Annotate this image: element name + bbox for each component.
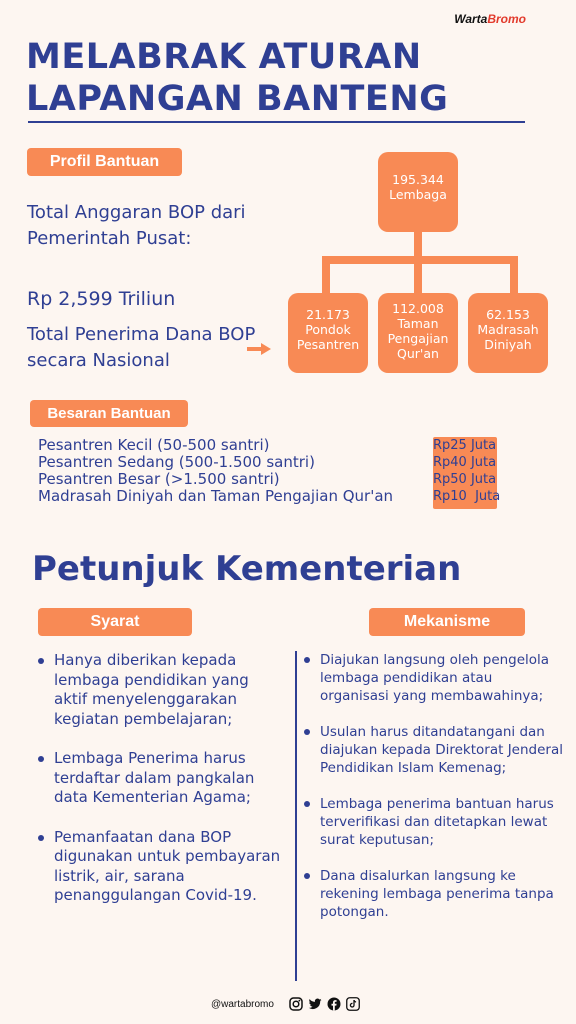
syarat-label: Syarat [38, 608, 192, 636]
tree-node-total [378, 152, 458, 232]
mekanisme-list [302, 651, 564, 939]
besaran-row-amount: Rp25 Juta [433, 438, 497, 453]
besaran-list [38, 437, 393, 505]
facebook-icon[interactable] [327, 997, 341, 1011]
list-item: Hanya diberikan kepada lembaga pendidikan yang aktif menyelenggarakan kegiatan pembelajaran; [36, 651, 286, 729]
social-icons [289, 997, 360, 1011]
node-value: 112.008 [392, 301, 444, 316]
profil-bantuan-label: Profil Bantuan [27, 148, 182, 176]
title-line-1: MELABRAK ATURAN [26, 37, 422, 77]
brand-word-2: Bromo [487, 12, 526, 26]
column-divider [295, 651, 297, 981]
tree-node-pondok-pesantren [288, 293, 368, 373]
title-divider [28, 121, 525, 123]
mekanisme-label: Mekanisme [369, 608, 525, 636]
besaran-row-amount: Rp10 Juta [433, 489, 501, 504]
anggaran-value: Rp 2,599 Triliun [27, 288, 176, 310]
list-item: Usulan harus ditandatangani dan diajukan kepada Direktorat Jenderal Pendidikan Islam Kemenag; [302, 723, 564, 777]
penerima-label: Total Penerima Dana BOP secara Nasional [27, 324, 256, 371]
node-label: Lembaga [389, 187, 447, 202]
besaran-row-name: Pesantren Sedang (500-1.500 santri) [38, 453, 315, 471]
node-label: Madrasah Diniyah [477, 322, 539, 352]
list-item: Lembaga penerima bantuan harus terverifikasi dan ditetapkan lewat surat keputusan; [302, 795, 564, 849]
list-item: Lembaga Penerima harus terdaftar dalam pangkalan data Kementerian Agama; [36, 749, 286, 808]
tree-connector-3 [510, 260, 518, 295]
brand-logo [454, 12, 526, 26]
besaran-bantuan-label: Besaran Bantuan [30, 400, 188, 427]
section-heading: Petunjuk Kementerian [32, 549, 462, 589]
arrow-right-icon [247, 343, 271, 355]
node-label: Pondok Pesantren [296, 322, 360, 352]
node-label: Taman Pengajian Qur'an [387, 316, 449, 361]
node-value: 62.153 [486, 307, 530, 322]
besaran-row-name: Pesantren Kecil (50-500 santri) [38, 436, 270, 454]
brand-word-1: Warta [454, 12, 488, 26]
node-value: 195.344 [392, 172, 444, 187]
title-line-2: LAPANGAN BANTENG [26, 79, 449, 119]
twitter-icon[interactable] [308, 997, 322, 1011]
tree-connector-2 [414, 260, 422, 295]
list-item: Dana disalurkan langsung ke rekening lembaga penerima tanpa potongan. [302, 867, 564, 921]
tiktok-icon[interactable] [346, 997, 360, 1011]
list-item: Pemanfaatan dana BOP digunakan untuk pembayaran listrik, air, sarana penanggulangan Covid-19. [36, 828, 286, 906]
anggaran-label: Total Anggaran BOP dari Pemerintah Pusat: [27, 202, 246, 249]
node-value: 21.173 [306, 307, 350, 322]
tree-connector-1 [322, 260, 330, 295]
besaran-row-name: Pesantren Besar (>1.500 santri) [38, 470, 280, 488]
besaran-row-amount: Rp50 Juta [433, 472, 497, 487]
besaran-row-name: Madrasah Diniyah dan Taman Pengajian Qur'an [38, 487, 394, 505]
besaran-row-amount: Rp40 Juta [433, 455, 497, 470]
page-title [26, 36, 546, 120]
footer-handle[interactable]: @wartabromo [211, 999, 274, 1010]
tree-node-tpq [378, 293, 458, 373]
besaran-amounts [433, 437, 499, 505]
list-item: Diajukan langsung oleh pengelola lembaga pendidikan atau organisasi yang membawahinya; [302, 651, 564, 705]
tree-node-madrasah-diniyah [468, 293, 548, 373]
instagram-icon[interactable] [289, 997, 303, 1011]
syarat-list [36, 651, 286, 926]
